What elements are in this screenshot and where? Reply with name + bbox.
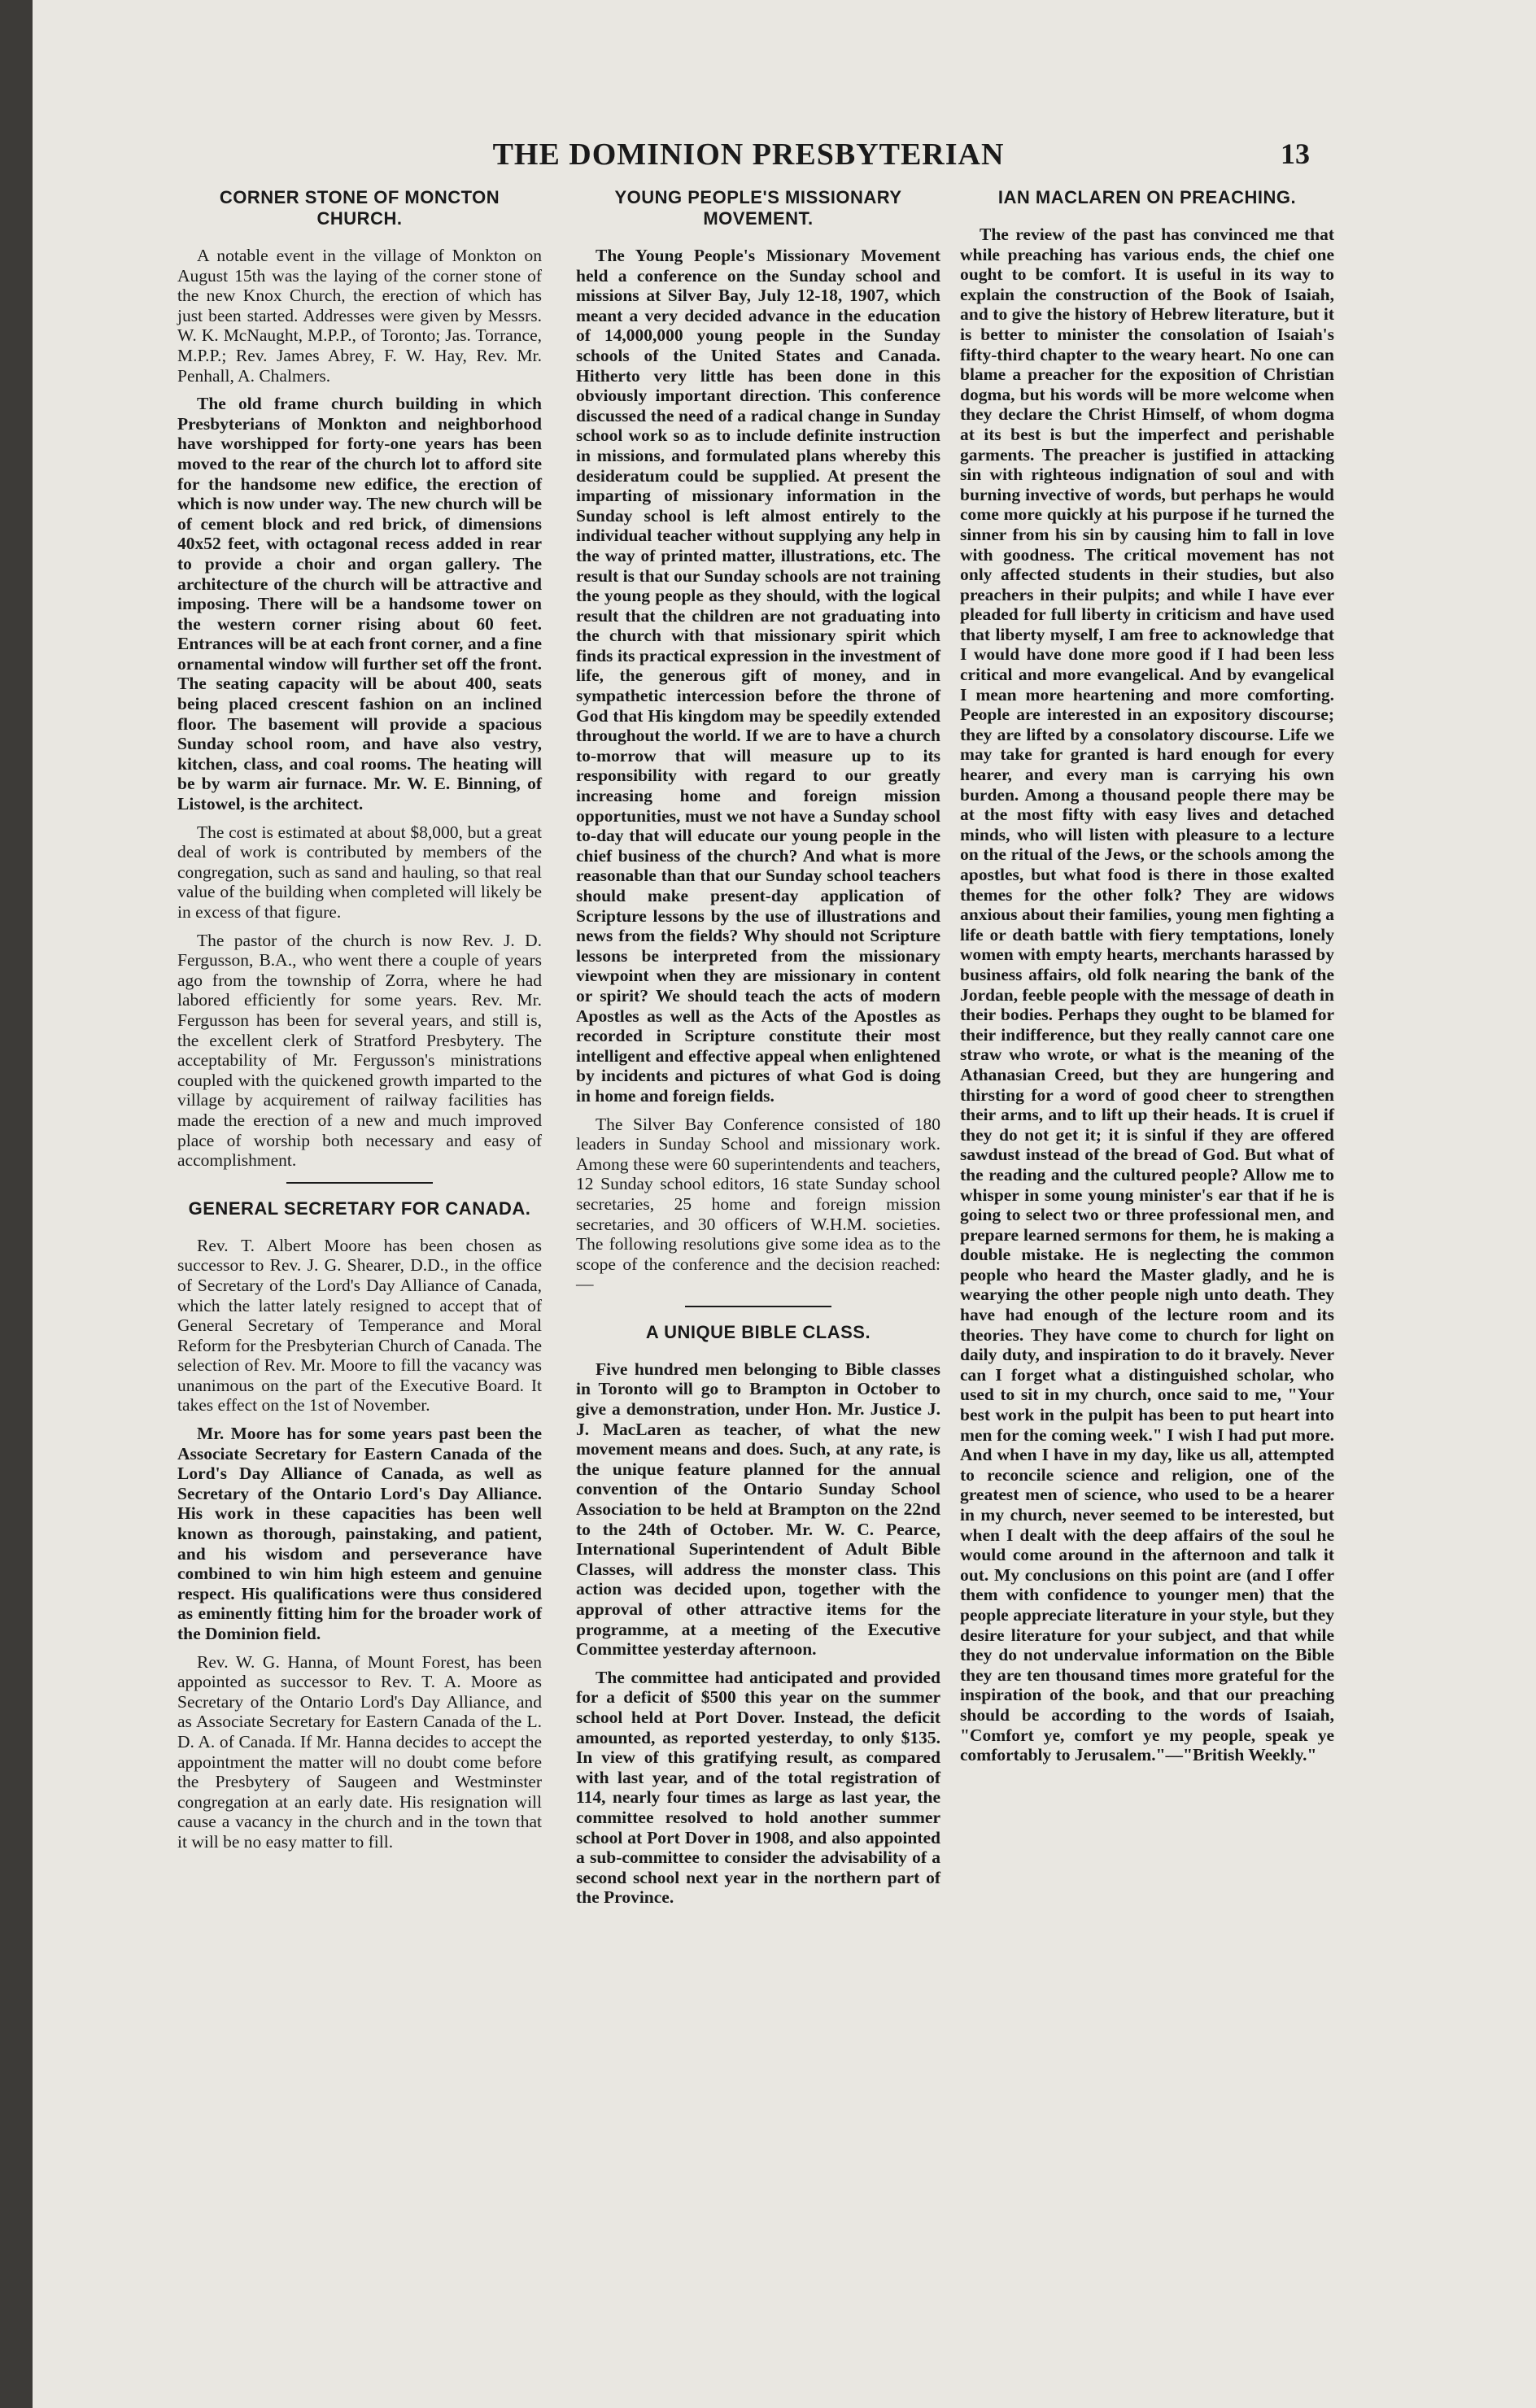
article-paragraph: The review of the past has convinced me that while preaching has various ends, the chief one ought to be comfort. It is useful in its way to explain the construction of the Book of Isaiah, and to give the history of Hebrew literature, but it is better to minister the consolation of Isaiah's fifty-third chapter to the weary heart. No one can blame a preacher for the exposition of Christian dogma, but his words will be more welcome when they declare the Christ Himself, of whom dogma at its best is but the imperfect and perishable garments. The preacher is justified in attacking sin with righteous indignation of soul and with burning invective of words, but perhaps he would come more quickly at his purpose if he turned the sinner from his sin by causing him to fall in love with goodness. The critical movement has not only affected students in their studies, but also preachers in their pulpits; and while I have ever pleaded for full liberty in criticism and have used that liberty myself, I am free to acknowledge that I would have done more good if I had been less critical and more evangelical. And by evangelical I mean more heartening and more comforting. People are interested in an expository discourse; they are lifted by a consolatory discourse. Life we may take for granted is hard enough for every hearer, and every man is carrying his own burden. Among a thousand people there may be at the most fifty with easy lives and detached minds, who will listen with pleasure to a lecture on the ritual of the Jews, or the schools among the apostles, but what food is there in those exalted themes for the other folk? They are widows anxious about their families, young men fighting a life or death battle with fiery temptations, lonely women with empty hearts, merchants harassed by business affairs, old folk nearing the bank of the Jordan, feeble people with the message of death in their bodies. Perhaps they ought to be blamed for their indifference, but they really cannot care one straw who wrote, or what is the meaning of the Athanasian Creed, but they are hungering and thirsting for a word of good cheer to strengthen their arms, and to lift up their heads. It is cruel if they do not get it; it is sinful if they are offered sawdust instead of the bread of God. But what of the reading and the cultured people? Allow me to whisper in some young minister's ear that if he is going to select two or three professional men, and prepare learned sermons for them, he is making a double mistake. He is neglecting the common people who heard the Master gladly, and he is wearying the other people nigh unto death. They have had enough of the lecture room and its theories. They have come to church for light on daily duty, and inspiration to do it bravely. Never can I forget what a distinguished scholar, who used to sit in my church, once said to me, "Your best work in the pulpit has been to put heart into men for the coming week." I wish I had put more. And when I have in my day, like us all, attempted to reconcile science and religion, one of the greatest men of science, who used to be a hearer in my church, never seemed to be interested, but when I dealt with the deep affairs of the soul he would come around in the afternoon and talk it out. My conclusions on this point are (and I offer them with confidence to younger men) that the people appreciate literature in your style, but they desire literature for your subject, and that while they do not undervalue information on the Bible they are ten thousand times more grateful for the inspiration of the book, and that our preaching should be according to the words of Isaiah, "Comfort ye, comfort ye my people, speak ye comfortably to Jerusalem."—"British Weekly." <box>960 225 1334 1765</box>
article-title: YOUNG PEOPLE'S MISSIONARY MOVEMENT. <box>614 187 902 229</box>
article-paragraph: The cost is estimated at about $8,000, but a great deal of work is contributed by members of the congregation, such as sand and hauling, so that real value of the building when completed will likely be in excess of that figure. <box>177 822 542 922</box>
article-paragraph: Rev. W. G. Hanna, of Mount Forest, has been appointed as successor to Rev. T. A. Moore as Secretary of the Ontario Lord's Day Alliance, and as Associate Secretary for Eastern Canada of the L. D. A. of Canada. If Mr. Hanna decides to accept the appointment the matter will no doubt come before the Presbytery of Saugeen and Westminster congregation at an early date. His resignation will cause a vacancy in the church and in the town that it will be no easy matter to fill. <box>177 1651 542 1852</box>
article-paragraph: The committee had anticipated and provided for a deficit of $500 this year on the summer school held at Port Dover. Instead, the deficit amounted, as reported yesterday, to only $135. In view of this gratifying result, as compared with last year, and of the total registration of 114, nearly four times as large as last year, the committee resolved to hold another summer school at Port Dover in 1908, and also appointed a sub-committee to consider the advisability of a second school next year in the northern part of the Province. <box>576 1667 940 1908</box>
article-title: CORNER STONE OF MONCTON CHURCH. <box>219 187 500 229</box>
article-paragraph: A notable event in the village of Monkton on August 15th was the laying of the corner stone of the new Knox Church, the erection of which has just been started. Addresses were given by Messrs. W. K. McNaught, M.P.P., of Toronto; Jas. Torrance, M.P.P.; Rev. James Abrey, F. W. Hay, Rev. Mr. Penhall, A. Chalmers. <box>177 246 542 386</box>
section-divider <box>685 1306 831 1307</box>
newspaper-page <box>33 0 1536 2408</box>
article-maclaren <box>960 187 1334 1765</box>
article-title: GENERAL SECRETARY FOR CANADA. <box>188 1197 531 1219</box>
article-title: IAN MACLAREN ON PREACHING. <box>997 187 1297 207</box>
article-paragraph: The pastor of the church is now Rev. J. D. Fergusson, B.A., who went there a couple of years ago from the township of Zorra, where he had labored efficiently for some years. Rev. Mr. Fergusson has been for several years, and still is, the excellent clerk of Stratford Presbytery. The acceptability of Mr. Fergusson's ministrations coupled with the quickened growth imparted to the village by acquirement of railway facilities has made the erection of a new and much improved place of worship both necessary and easy of accomplishment. <box>177 930 542 1171</box>
article-moncton <box>177 187 542 1171</box>
column-1 <box>177 187 542 1861</box>
page-number: 13 <box>1281 137 1310 170</box>
article-paragraph: Mr. Moore has for some years past been the Associate Secretary for Eastern Canada of the Lord's Day Alliance of Canada, as well as Secretary of the Ontario Lord's Day Alliance. His work in these capacities has been well known as thorough, painstaking, and patient, and his wisdom and perseverance have combined to win him high esteem and genuine respect. His qualifications were thus considered as eminently fitting him for the broader work of the Dominion field. <box>177 1424 542 1643</box>
article-paragraph: The Silver Bay Conference consisted of 180 leaders in Sunday School and missionary work. Among these were 60 superintendents and teachers, 12 Sunday school editors, 16 state Sunday school secretaries, 25 home and foreign mission secretaries, and 30 officers of W.H.M. societies. The following resolutions give some idea as to the scope of the conference and the decision reached:— <box>576 1114 940 1294</box>
article-secretary <box>177 1198 542 1852</box>
column-3 <box>960 187 1334 1773</box>
section-divider <box>286 1182 433 1184</box>
column-2 <box>576 187 940 1916</box>
article-title: A UNIQUE BIBLE CLASS. <box>645 1321 871 1342</box>
article-paragraph: Five hundred men belonging to Bible classes in Toronto will go to Brampton in October to give a demonstration, under Hon. Mr. Justice J. J. MacLaren as teacher, of what the new movement means and does. Such, at any rate, is the unique feature planned for the annual convention of the Ontario Sunday School Association to be held at Brampton on the 22nd to the 24th of October. Mr. W. C. Pearce, International Superintendent of Adult Bible Classes, will address the monster class. This action was decided upon, together with the approval of other attractive items for the programme, at a meeting of the Executive Committee yesterday afternoon. <box>576 1359 940 1660</box>
article-paragraph: Rev. T. Albert Moore has been chosen as successor to Rev. J. G. Shearer, D.D., in the office of Secretary of the Lord's Day Alliance of Canada, which the latter lately resigned to accept that of General Secretary of Temperance and Moral Reform for the Presbyterian Church of Canada. The selection of Rev. Mr. Moore to fill the vacancy was unanimous on the part of the Executive Board. It takes effect on the 1st of November. <box>177 1235 542 1416</box>
article-missionary <box>576 187 940 1294</box>
article-paragraph: The Young People's Missionary Movement held a conference on the Sunday school and missions at Silver Bay, July 12-18, 1907, which meant a very decided advance in the education of 14,000,000 young people in the Sunday schools of the United States and Canada. Hitherto very little has been done in this obviously important direction. This conference discussed the need of a radical change in Sunday school work so as to include definite instruction in missions, and formulated plans whereby this desideratum could be supplied. At present the imparting of missionary information in the Sunday school is left almost entirely to the individual teacher without supplying any help in the way of printed matter, illustrations, etc. The result is that our Sunday schools are not training the young people as they should, with the logical result that the children are not graduating into the church with that missionary spirit which finds its practical expression in the investment of life, the generous gift of money, and in sympathetic intercession before the throne of God that His kingdom may be speedily extended throughout the world. If we are to have a church to-morrow that will measure up to its responsibility with regard to our greatly increasing home and foreign mission opportunities, must we not have a Sunday school to-day that will educate our young people in the chief business of the church? And what is more reasonable than that our Sunday school teachers should make present-day application of Scripture lessons by the use of illustrations and news from the fields? Why should not Scripture lessons be interpreted from the missionary viewpoint when they are missionary in content or spirit? We should teach the acts of modern Apostles as well as the Acts of the Apostles as recorded in Scripture constitute their most intelligent and effective appeal when enlightened by incidents and pictures of what God is doing in home and foreign fields. <box>576 246 940 1106</box>
article-paragraph: The old frame church building in which Presbyterians of Monkton and neighborhood have worshipped for forty-one years has been moved to the rear of the church lot to afford site for the handsome new edifice, the erection of which is now under way. The new church will be of cement block and red brick, of dimensions 40x52 feet, with octagonal recess added in rear to provide a choir and organ gallery. The architecture of the church will be attractive and imposing. There will be a handsome tower on the western corner rising about 60 feet. Entrances will be at each front corner, and a fine ornamental window will further set off the front. The seating capacity will be about 400, seats being placed crescent fashion on an inclined floor. The basement will provide a spacious Sunday school room, and have also vestry, kitchen, class, and coal rooms. The heating will be by warm air furnace. Mr. W. E. Binning, of Listowel, is the architect. <box>177 394 542 814</box>
article-bible-class <box>576 1322 940 1908</box>
page-edge-shadow <box>0 0 33 2408</box>
masthead: THE DOMINION PRESBYTERIAN <box>492 137 1005 172</box>
